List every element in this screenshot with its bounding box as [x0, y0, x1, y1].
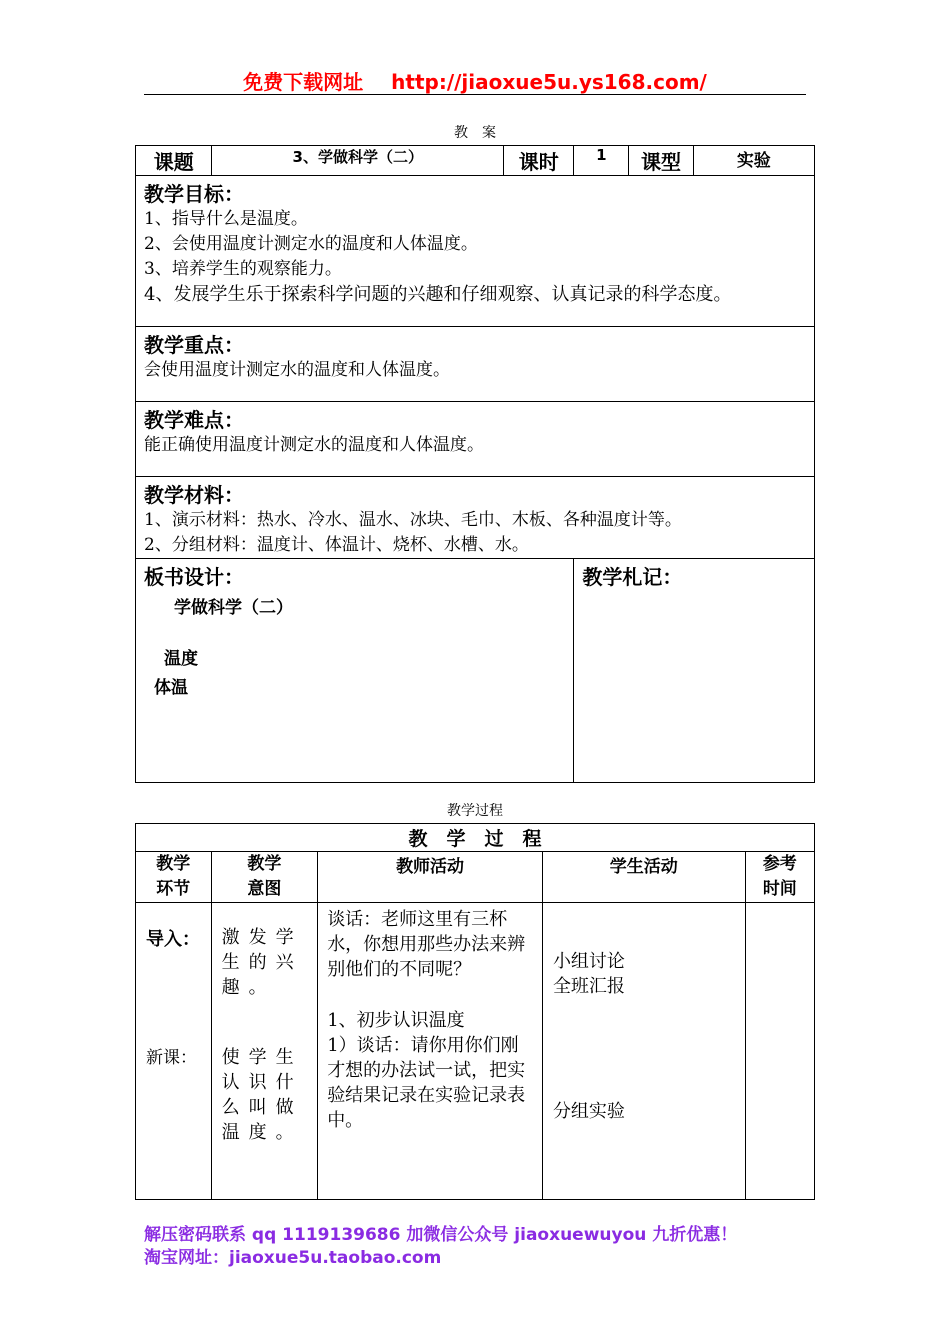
- column-header: 学生活动: [542, 852, 745, 903]
- difficulty-section: [136, 402, 815, 477]
- difficulty-text: 能正确使用温度计测定水的温度和人体温度。: [144, 435, 484, 455]
- header-banner: [0, 66, 950, 95]
- header-url-link[interactable]: http://jiaoxue5u.ys168.com/: [391, 70, 707, 94]
- course-label: 课题: [136, 146, 212, 176]
- intent-new: 使学生认识什么叫做温度。: [221, 1047, 303, 1143]
- teacher-activity: 1）谈话：请你用你们刚才想的办法试一试，把实验结果记录在实验记录表中。: [327, 1035, 526, 1131]
- process-table: [135, 823, 815, 1200]
- process-caption: 教学过程: [447, 803, 503, 819]
- course-value: 3、学做科学（二）: [212, 146, 504, 176]
- teacher-activity: 谈话：老师这里有三杯水，你想用那些办法来辨别他们的不同呢？: [327, 909, 526, 980]
- board-design-section: [136, 559, 574, 783]
- teacher-activity: 1、初步认识温度: [327, 1010, 465, 1031]
- notes-heading: 教学札记：: [582, 565, 683, 589]
- column-header: 参考 时间: [745, 852, 814, 903]
- time-cell: [745, 903, 814, 1200]
- type-value: 实验: [693, 146, 814, 176]
- goal-item: 4、发展学生乐于探索科学问题的兴趣和仔细观察、认真记录的科学态度。: [144, 284, 732, 305]
- materials-section: [136, 477, 815, 559]
- notes-section: [574, 559, 815, 783]
- materials-heading: 教学材料：: [144, 483, 244, 507]
- stage-cell: [136, 903, 212, 1200]
- board-item: 温度: [164, 649, 198, 669]
- difficulty-heading: 教学难点：: [144, 408, 244, 432]
- student-cell: [542, 903, 745, 1200]
- column-header: 教学 环节: [136, 852, 212, 903]
- board-title: 学做科学（二）: [174, 598, 293, 618]
- teacher-cell: [318, 903, 543, 1200]
- lesson-plan-caption: 教 案: [454, 125, 496, 141]
- materials-item: 1、演示材料：热水、冷水、温水、冰块、毛巾、木板、各种温度计等。: [144, 510, 682, 530]
- intent-cell: [211, 903, 318, 1200]
- goal-item: 3、培养学生的观察能力。: [144, 259, 342, 279]
- type-label: 课型: [629, 146, 693, 176]
- hours-label: 课时: [504, 146, 574, 176]
- student-activity: 分组实验: [552, 1101, 625, 1122]
- board-heading: 板书设计：: [144, 565, 244, 589]
- materials-item: 2、分组材料：温度计、体温计、烧杯、水槽、水。: [144, 535, 529, 555]
- goal-item: 2、会使用温度计测定水的温度和人体温度。: [144, 234, 478, 254]
- goals-section: [136, 176, 815, 327]
- header-divider: [144, 94, 806, 95]
- stage-intro: 导入：: [146, 929, 200, 950]
- goals-heading: 教学目标：: [144, 182, 244, 206]
- goal-item: 1、指导什么是温度。: [144, 209, 308, 229]
- hours-value: 1: [574, 146, 629, 176]
- process-heading: 教 学 过 程: [136, 824, 815, 852]
- footer-line-1: 解压密码联系 qq 1119139686 加微信公众号 jiaoxuewuyou 九折优惠！: [144, 1225, 738, 1245]
- key-text: 会使用温度计测定水的温度和人体温度。: [144, 360, 450, 380]
- key-section: [136, 327, 815, 402]
- key-heading: 教学重点：: [144, 333, 244, 357]
- intent-intro: 激发学生的兴趣。: [221, 927, 303, 998]
- stage-new: 新课：: [146, 1048, 197, 1068]
- board-item: 体温: [154, 678, 188, 698]
- header-label: 免费下载网址: [243, 70, 364, 94]
- student-activity: 小组讨论: [552, 951, 625, 972]
- footer-line-2: 淘宝网址：jiaoxue5u.taobao.com: [144, 1248, 442, 1268]
- lesson-plan-table: [135, 145, 815, 783]
- column-header: 教师活动: [318, 852, 543, 903]
- student-activity: 全班汇报: [552, 976, 625, 997]
- column-header: 教学 意图: [211, 852, 318, 903]
